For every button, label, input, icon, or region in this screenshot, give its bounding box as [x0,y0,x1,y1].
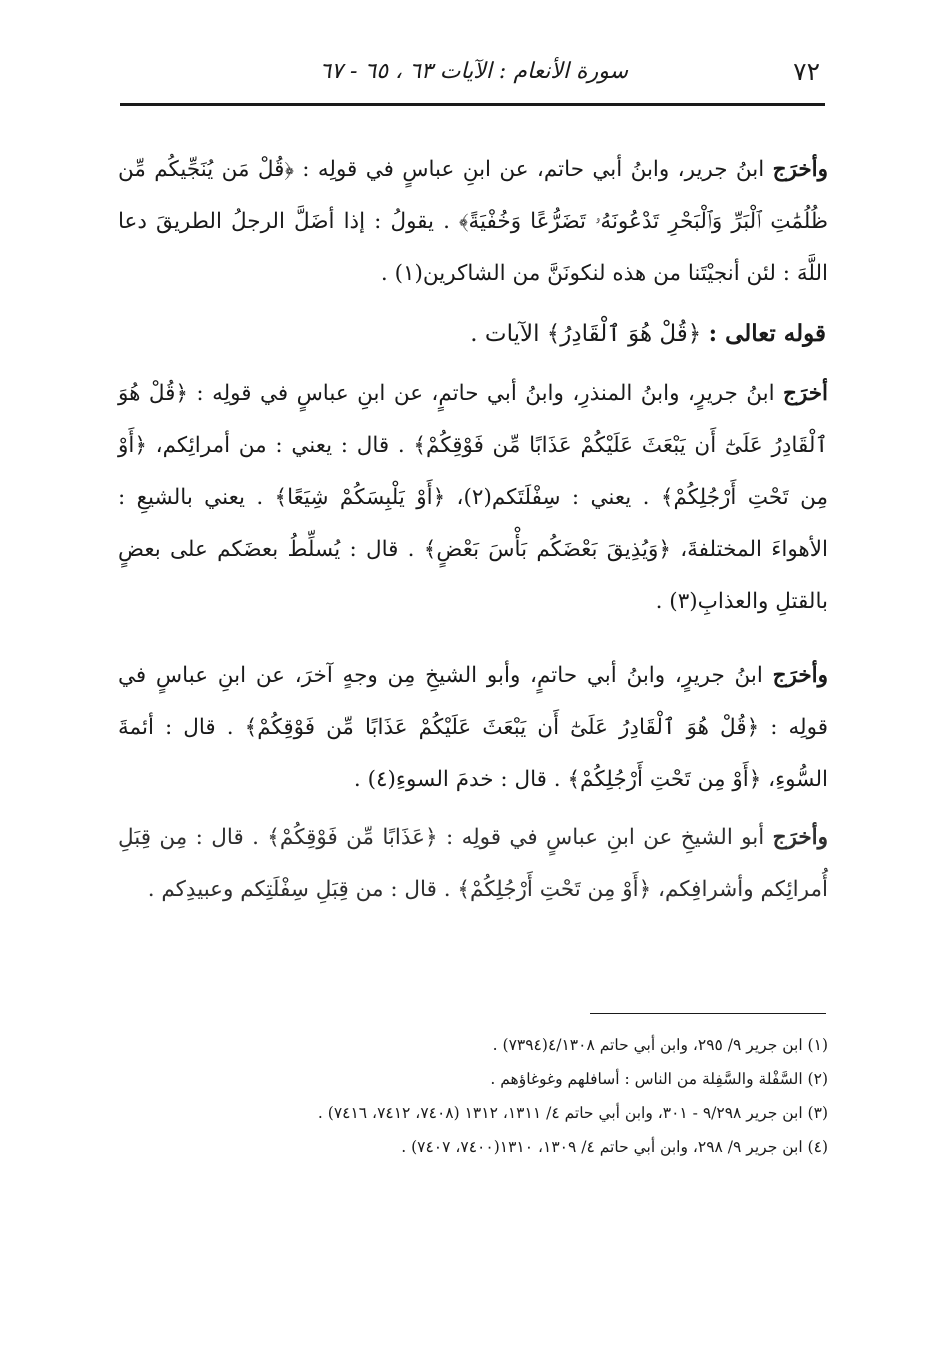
paragraph-lead: وأخرَج [772,157,828,182]
footnote-2: (٢) السَّفْلة والسَّفِلة من الناس : أسافلهم وغوغاؤهم . [490,1070,828,1088]
header-divider [120,103,825,106]
paragraph-1 [118,144,828,300]
paragraph-text: ابنُ جريرٍ، وابنُ أبي حاتمٍ، وأبو الشيخِ مِن وجهٍ آخرَ، عن ابنِ عباسٍ في قولِه : ﴿قُلْ هُوَ ٱلْقَادِرُ عَلَىٰٓ أَن يَبْعَثَ عَلَيْكُمْ عَذَابًا مِّن فَوْقِكُمْ﴾ . قال : أئمةَ السُّوءِ، ﴿أَوْ مِن تَحْتِ أَرْجُلِكُمْ﴾ . قال : خدمَ السوءِ(٤) . [118,663,828,792]
paragraph-lead: وأخرَج [772,663,829,688]
footnote-1: (١) ابن جرير ٩/ ٢٩٥، وابن أبي حاتم ٤/١٣٠٨(٧٣٩٤) . [492,1036,828,1054]
paragraph-4 [118,812,828,916]
footnote-divider [590,1013,826,1014]
paragraph-text: ابنُ جريرٍ، وابنُ المنذرِ، وابنُ أبي حاتمٍ، عن ابنِ عباسٍ في قولِه : ﴿قُلْ هُوَ ٱلْقَادِرُ عَلَىٰٓ أَن يَبْعَثَ عَلَيْكُمْ عَذَابًا مِّن فَوْقِكُمْ﴾ . قال : يعني : من أمرائِكم، ﴿أَوْ مِن تَحْتِ أَرْجُلِكُمْ﴾ . يعني : سِفْلَتَكم(٢)، ﴿أَوْ يَلْبِسَكُمْ شِيَعًا﴾ . يعني بالشيعِ : الأهواءَ المختلفةَ، ﴿وَيُذِيقَ بَعْضَكُم بَأْسَ بَعْضٍ﴾ . قال : يُسلِّطُ بعضَكم على بعضٍ بالقتلِ والعذابِ(٣) . [118,381,828,614]
section-heading [470,314,826,354]
page-header [120,56,820,96]
footnote-3: (٣) ابن جرير ٩/٢٩٨ - ٣٠١، وابن أبي حاتم ٤/ ١٣١١، ١٣١٢ (٧٤٠٨، ٧٤١٢، ٧٤١٦) . [317,1104,828,1122]
paragraph-text: ابنُ جرير، وابنُ أبي حاتم، عن ابنِ عباسٍ في قولِه : ﴿قُلْ مَن يُنَجِّيكُم مِّن ظُلُمَٰتِ ٱلْبَرِّ وَٱلْبَحْرِ تَدْعُونَهُۥ تَضَرُّعًا وَخُفْيَةً﴾ . يقولُ : إذا أضَلَّ الرجلُ الطريقَ دعا اللَّهَ : لئن أنجيْتَنا من هذه لنكونَنَّ من الشاكرين(١) . [118,157,828,286]
paragraph-lead: وأخرَج [772,825,828,850]
page-number: ٧٢ [793,57,820,86]
footnote-4: (٤) ابن جرير ٩/ ٢٩٨، وابن أبي حاتم ٤/ ١٣٠٩، ١٣١٠(٧٤٠٠، ٧٤٠٧) . [401,1138,828,1156]
running-head: سورة الأنعام : الآيات ٦٣ ، ٦٥ - ٦٧ [319,59,628,84]
heading-text: ﴿قُلْ هُوَ ٱلْقَادِرُ﴾ الآيات . [470,321,709,347]
heading-lead: قوله تعالى : [708,320,826,347]
footnotes [118,1028,828,1164]
paragraph-lead: أخرَج [782,381,828,406]
paragraph-3 [118,650,828,806]
paragraph-2 [118,368,828,628]
paragraph-text: أبو الشيخِ عن ابنِ عباسٍ في قولِه : ﴿عَذَابًا مِّن فَوْقِكُمْ﴾ . قال : مِن قِبَلِ أُمرائِكم وأشرافِكم، ﴿أَوْ مِن تَحْتِ أَرْجُلِكُمْ﴾ . قال : من قِبَلِ سِفْلَتِكم وعبيدِكم . [118,825,828,902]
